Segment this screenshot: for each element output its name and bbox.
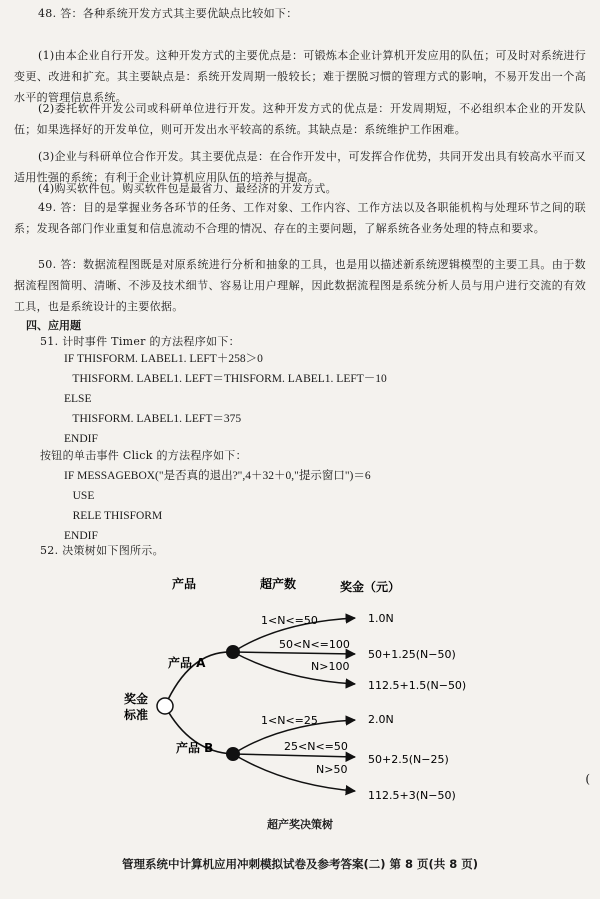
click-code-line-1: IF MESSAGEBOX("是否真的退出?",4＋32＋0,"提示窗口")＝6: [64, 470, 371, 482]
timer-code-line-5: ENDIF: [64, 433, 98, 445]
product-a-node: [226, 645, 240, 659]
click-code-line-3: RELE THISFORM: [64, 510, 163, 522]
b-bonus-1: 2.0N: [368, 713, 394, 726]
product-a-label: 产品 A: [168, 656, 206, 670]
timer-code-line-1: IF THISFORM. LABEL1. LEFT＋258＞0: [64, 353, 263, 365]
click-event-intro: 按钮的单击事件 Click 的方法程序如下：: [40, 449, 247, 462]
answer-48-item-1: (1)由本企业自行开发。这种开发方式的主要优点是：可锻炼本企业计算机开发应用的队伍；可及时对系统进行变更、改进和扩充。其主要缺点是：系统开发周期一般较长；难于摆脱习惯的管理方式的影响，不易开发出一个高水平的管理信息系统。: [14, 49, 586, 104]
root-label-line-2: 标准: [124, 708, 149, 722]
edge-b-branch-2: [233, 754, 355, 757]
answer-48-intro: 48. 答：各种系统开发方式其主要优缺点比较如下：: [38, 7, 298, 20]
section-heading-applications: 四、应用题: [26, 319, 81, 332]
b-condition-3: N>50: [316, 763, 348, 776]
root-decision-node: [157, 698, 173, 714]
column-header-product: 产品: [172, 577, 197, 591]
product-b-node: [226, 747, 240, 761]
click-code-line-2: USE: [64, 490, 95, 502]
a-bonus-2: 50+1.25(N−50): [368, 648, 456, 661]
b-bonus-3: 112.5+3(N−50): [368, 789, 456, 802]
answer-48-item-2: (2)委托软件开发公司或科研单位进行开发。这种开发方式的优点是：开发周期短，不必组织本企业的开发队伍；如果选择好的开发单位，则可开发出水平较高的系统。其缺点是：系统维护工作困难。: [14, 102, 586, 136]
answer-52-intro: 52. 决策树如下图所示。: [40, 544, 164, 557]
answer-48-item-3: (3)企业与科研单位合作开发。其主要优点是：在合作开发中，可发挥合作优势，共同开发出具有较高水平而又适用性强的系统；有利于企业计算机应用队伍的培养与提高。: [14, 150, 586, 184]
click-code-line-4: ENDIF: [64, 530, 98, 542]
b-bonus-2: 50+2.5(N−25): [368, 753, 449, 766]
edge-a-branch-2: [233, 652, 355, 654]
edge-mark: (: [585, 772, 590, 786]
root-label-line-1: 奖金: [124, 692, 149, 706]
timer-code-line-3: ELSE: [64, 393, 92, 405]
answer-51-intro: 51. 计时事件 Timer 的方法程序如下：: [40, 335, 240, 348]
diagram-caption: 超产奖决策树: [267, 818, 333, 831]
a-bonus-3: 112.5+1.5(N−50): [368, 679, 467, 692]
b-condition-1: 1<N<=25: [261, 714, 318, 727]
column-header-bonus: 奖金（元）: [340, 580, 401, 594]
answer-49: 49. 答：目的是掌握业务各环节的任务、工作对象、工作内容、工作方法以及各职能机构与处理环节之间的联系；发现各部门作业重复和信息流动不合理的情况、存在的主要问题，了解系统各业务处理的特点和要求。: [14, 201, 586, 235]
product-b-label: 产品 B: [176, 741, 214, 755]
answer-50: 50. 答：数据流程图既是对原系统进行分析和抽象的工具，也是用以描述新系统逻辑模型的主要工具。由于数据流程图简明、清晰、不涉及技术细节、容易让用户理解，因此数据流程图是系统分析人员与用户进行交流的有效工具，也是系统设计的主要依据。: [14, 258, 586, 313]
page-footer: 管理系统中计算机应用冲刺模拟试卷及参考答案(二) 第 8 页(共 8 页): [121, 857, 479, 871]
a-bonus-1: 1.0N: [368, 612, 394, 625]
timer-code-line-2: THISFORM. LABEL1. LEFT＝THISFORM. LABEL1. LEFT－10: [64, 373, 387, 385]
a-condition-3: N>100: [311, 660, 350, 673]
timer-code-line-4: THISFORM. LABEL1. LEFT＝375: [64, 413, 242, 425]
column-header-overproduction: 超产数: [260, 577, 297, 591]
a-condition-2: 50<N<=100: [279, 638, 350, 651]
b-condition-2: 25<N<=50: [284, 740, 348, 753]
a-condition-1: 1<N<=50: [261, 614, 318, 627]
answer-48-item-4: (4)购买软件包。购买软件包是最省力、最经济的开发方式。: [38, 182, 337, 195]
